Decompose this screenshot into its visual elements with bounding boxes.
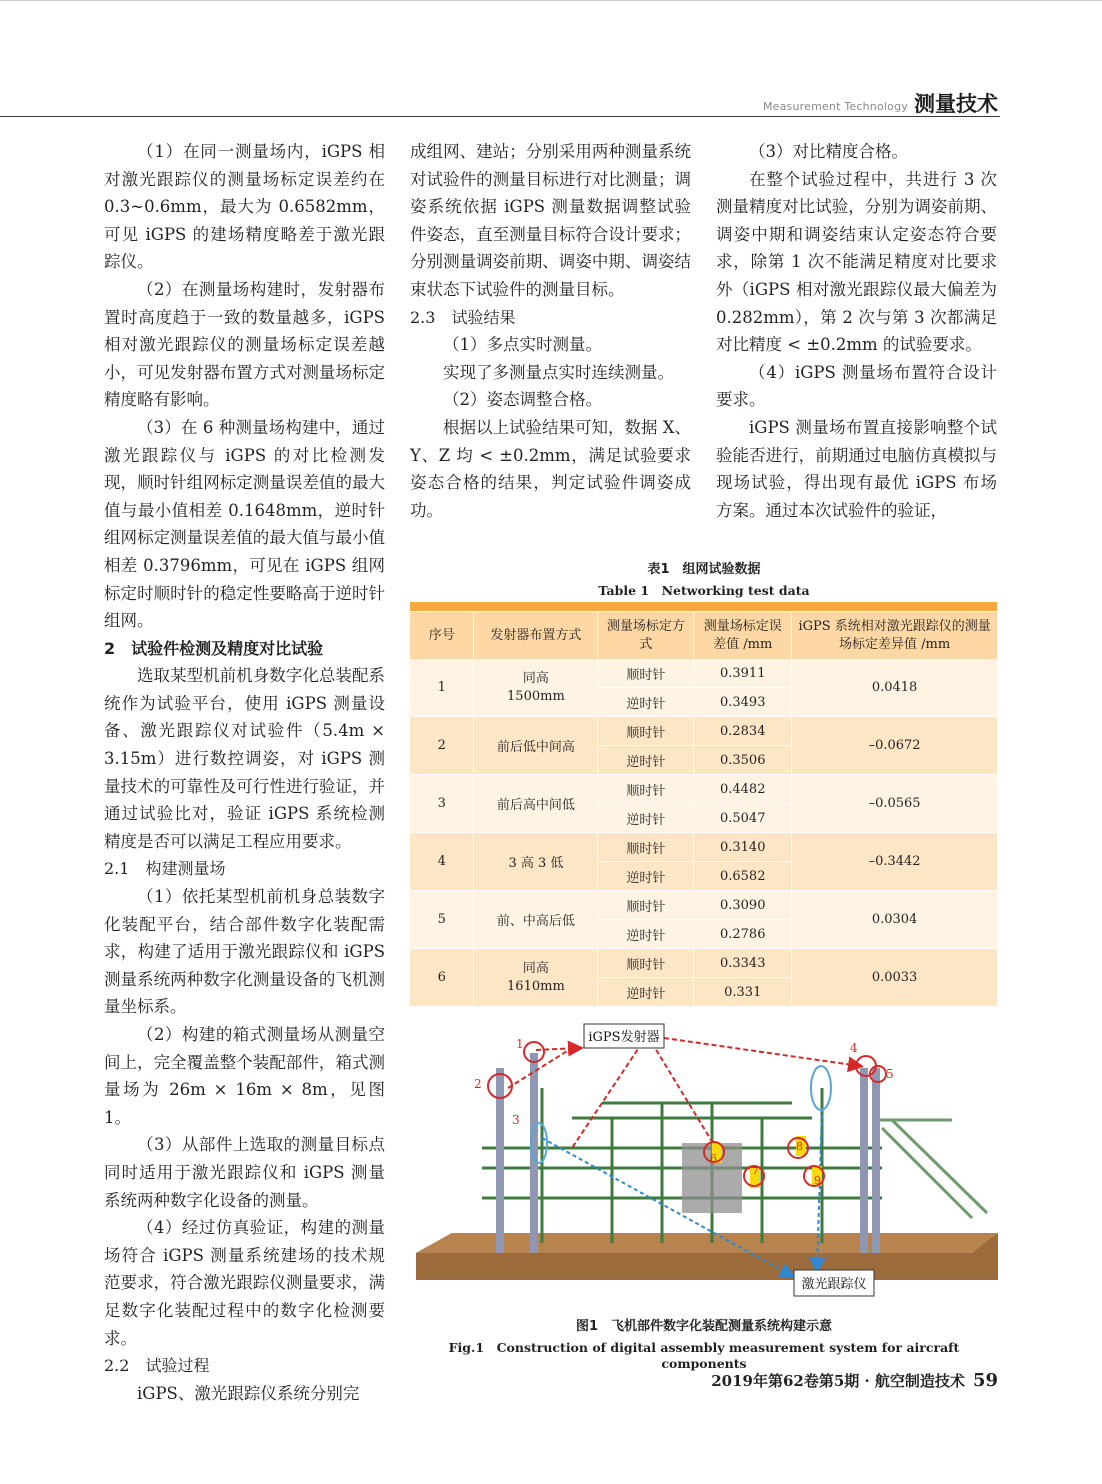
paragraph: （2）在测量场构建时，发射器布置时高度趋于一致的数量越多，iGPS 相对激光跟踪仪的测量场标定误差越小，可见发射器布置方式对测量场标定精度略有影响。 [104, 279, 385, 410]
journal-section-cn: 测量技术 [914, 92, 998, 116]
header-rule [0, 116, 1000, 117]
table-cell: 0.3090 [694, 891, 792, 920]
table-cell: 0.2834 [694, 717, 792, 746]
table-cell: 3 [410, 775, 474, 833]
marker-label: 3 [512, 1113, 520, 1127]
table-cell: 逆时针 [598, 746, 694, 775]
table-cell: 0.5047 [694, 804, 792, 833]
table-cell: 0.331 [694, 978, 792, 1007]
table-cell: 0.3140 [694, 833, 792, 862]
paragraph: 在整个试验过程中，共进行 3 次测量精度对比试验，分别为调姿前期、调姿中期和调姿结束认定姿态符合要求，除第 1 次不能满足精度对比要求外（iGPS 相对激光跟踪仪最大偏差为 0.282mm），第 2 次与第 3 次都满足对比精度 < ±0.2mm 的试验要求。 [716, 169, 997, 355]
table-cell: 顺时针 [598, 891, 694, 920]
table-row [410, 891, 998, 920]
table-header-cell: 序号 [410, 612, 474, 660]
table-cell: 逆时针 [598, 920, 694, 949]
table-cell: 前后低中间高 [474, 717, 598, 775]
marker-label: 1 [516, 1037, 524, 1051]
subsection-heading: 2.3 试验结果 [410, 307, 516, 327]
table-caption-cn: 表1 组网试验数据 [647, 562, 761, 577]
marker-label: 7 [752, 1164, 759, 1177]
paragraph: 根据以上试验结果可知，数据 X、Y、Z 均 < ±0.2mm，满足试验要求姿态合格的结果，判定试验件调姿成功。 [410, 417, 691, 520]
table-cell: 2 [410, 717, 474, 775]
table-cell: 顺时针 [598, 659, 694, 688]
table-cell: 前、中高后低 [474, 891, 598, 949]
paragraph: （4）经过仿真验证，构建的测量场符合 iGPS 测量系统建场的技术规范要求，符合激光跟踪仪测量要求，满足数字化装配过程中的数字化检测要求。 [104, 1218, 385, 1348]
table-cell: 逆时针 [598, 978, 694, 1007]
table-cell: 0.2786 [694, 920, 792, 949]
marker-label: 4 [850, 1041, 858, 1055]
transmitter-pole [496, 1068, 504, 1253]
marker-label: 8 [796, 1140, 803, 1153]
table-top-bar [410, 602, 998, 612]
table-cell: 0.3493 [694, 688, 792, 717]
table-cell: –0.0565 [792, 775, 998, 833]
paragraph: （1）多点实时测量。 [443, 335, 602, 355]
marker-label: 9 [814, 1174, 821, 1187]
subsection-heading: 2.2 试验过程 [104, 1356, 210, 1376]
table-cell: 0.0304 [792, 891, 998, 949]
paragraph: （2）构建的箱式测量场从测量空间上，完全覆盖整个装配部件，箱式测量场为 26m × 16m × 8m，见图 1。 [104, 1025, 385, 1127]
paragraph: 选取某型机前机身数字化总装配系统作为试验平台，使用 iGPS 测量设备、激光跟踪仪对试验件（5.4m × 3.15m）进行数控调姿，对 iGPS 测量技术的可靠性及可行性进行验证，并通过试验比对，验证 iGPS 系统检测精度是否可以满足工程应用要求。 [104, 666, 385, 851]
table-cell: 0.0033 [792, 949, 998, 1007]
table-cell: 0.3911 [694, 659, 792, 688]
paragraph: （3）在 6 种测量场构建中，通过激光跟踪仪与 iGPS 的对比检测发现，顺时针组网标定测量误差值的最大值与最小值相差 0.1648mm，逆时针组网标定测量误差值的最大值与最小值相差 0.3796mm，可见在 iGPS 组网标定时顺时针的稳定性要略高于逆时针组网。 [104, 417, 385, 631]
table-cell: 前后高中间低 [474, 775, 598, 833]
table-cell: 4 [410, 833, 474, 891]
transmitter-label: iGPS发射器 [588, 1030, 660, 1045]
page-footer [711, 1370, 998, 1391]
table-cell: 顺时针 [598, 775, 694, 804]
measurement-system-figure [412, 1008, 998, 1308]
table-header-cell: 测量场标定误差值 /mm [694, 612, 792, 660]
table-cell: –0.0672 [792, 717, 998, 775]
paragraph: （2）姿态调整合格。 [443, 390, 602, 410]
section-heading: 2 试验件检测及精度对比试验 [104, 638, 324, 658]
marker-label: 2 [474, 1077, 482, 1091]
table-row [410, 659, 998, 688]
page-number: 59 [972, 1370, 998, 1391]
paragraph: 成组网、建站；分别采用两种测量系统对试验件的测量目标进行对比测量；调姿系统依据 iGPS 测量数据调整试验件姿态，直至测量目标符合设计要求；分别测量调姿前期、调姿中期、调姿结束状态下试验件的测量目标。 [410, 142, 691, 299]
table-cell: 同高 1610mm [474, 949, 598, 1007]
table-cell: 3 高 3 低 [474, 833, 598, 891]
paragraph: （4）iGPS 测量场布置符合设计要求。 [716, 362, 997, 410]
table-cell: 0.3506 [694, 746, 792, 775]
tracker-label: 激光跟踪仪 [801, 1277, 867, 1292]
transmitter-pole [872, 1068, 880, 1253]
paragraph: 实现了多测量点实时连续测量。 [443, 362, 674, 382]
table-cell: 逆时针 [598, 862, 694, 891]
table-cell: 逆时针 [598, 688, 694, 717]
table-row [410, 775, 998, 804]
table-cell: 顺时针 [598, 833, 694, 862]
paragraph: （1）在同一测量场内，iGPS 相对激光跟踪仪的测量场标定误差约在 0.3~0.6mm，最大为 0.6582mm，可见 iGPS 的建场精度略差于激光跟踪仪。 [104, 142, 385, 272]
table-cell: 0.0418 [792, 659, 998, 717]
networking-data-table [410, 602, 998, 1007]
table-row [410, 717, 998, 746]
figure-caption-cn: 图1 飞机部件数字化装配测量系统构建示意 [575, 1319, 833, 1334]
subsection-heading: 2.1 构建测量场 [104, 859, 226, 879]
table-cell: 顺时针 [598, 717, 694, 746]
table-cell: 顺时针 [598, 949, 694, 978]
text-column-2 [410, 138, 691, 524]
issue-info: 2019年第62卷第5期 · 航空制造技术 [711, 1372, 965, 1390]
figure-caption-en: Fig.1 Construction of digital assembly measurement system for aircraft components [448, 1340, 960, 1371]
top-border-line [0, 0, 1102, 1]
table-cell: 5 [410, 891, 474, 949]
transmitter-beams [508, 1038, 860, 1158]
table-cell: 0.4482 [694, 775, 792, 804]
page-header [0, 88, 1000, 120]
table-row [410, 949, 998, 978]
paragraph: （1）依托某型机前机身总装数字化装配平台，结合部件数字化装配需求，构建了适用于激光跟踪仪和 iGPS 测量系统两种数字化测量设备的飞机测量坐标系。 [104, 887, 385, 1017]
text-column-1 [104, 138, 385, 1407]
journal-section-en: Measurement Technology [762, 100, 908, 113]
table-header-cell: iGPS 系统相对激光跟踪仪的测量场标定差异值 /mm [792, 612, 998, 660]
table-cell: –0.3442 [792, 833, 998, 891]
table-cell: 同高 1500mm [474, 659, 598, 717]
table-header-cell: 发射器布置方式 [474, 612, 598, 660]
paragraph: （3）对比精度合格。 [749, 142, 908, 161]
paragraph: iGPS、激光跟踪仪系统分别完 [137, 1383, 360, 1403]
paragraph: （3）从部件上选取的测量目标点同时适用于激光跟踪仪和 iGPS 测量系统两种数字化设备的测量。 [104, 1135, 385, 1210]
table-cell: 逆时针 [598, 804, 694, 833]
transmitter-pole [860, 1068, 868, 1253]
table-cell: 0.3343 [694, 949, 792, 978]
paragraph: iGPS 测量场布置直接影响整个试验能否进行，前期通过电脑仿真模拟与现场试验，得出现有最优 iGPS 布场方案。通过本次试验件的验证， [716, 417, 997, 520]
table-cell: 6 [410, 949, 474, 1007]
marker-label: 6 [710, 1152, 717, 1165]
table-cell: 1 [410, 659, 474, 717]
table-row [410, 833, 998, 862]
table-cell: 0.6582 [694, 862, 792, 891]
text-column-3 [716, 138, 997, 524]
marker-label: 5 [886, 1067, 894, 1081]
table-caption-en: Table 1 Networking test data [598, 583, 810, 598]
table-header-cell: 测量场标定方式 [598, 612, 694, 660]
